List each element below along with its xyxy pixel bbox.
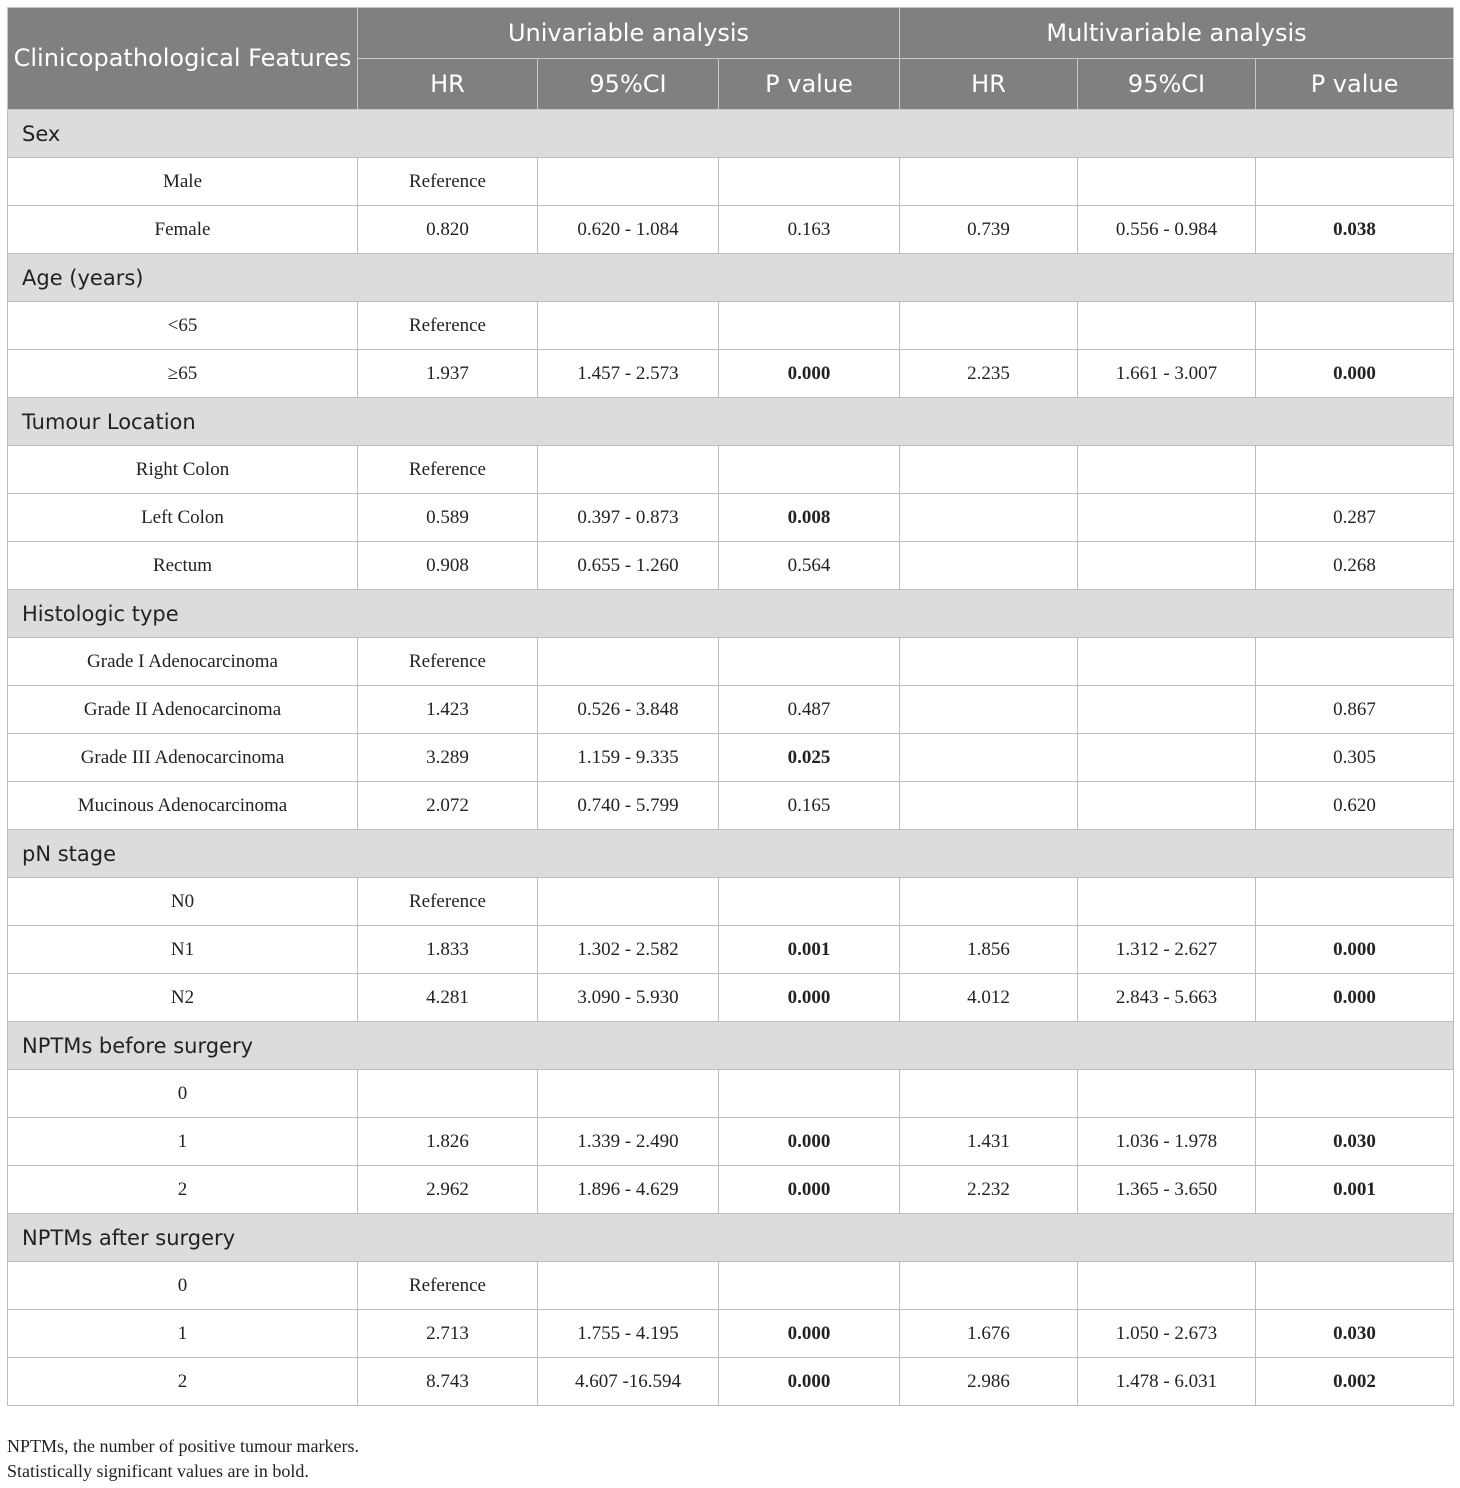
multi-p-cell: 0.305 — [1256, 734, 1454, 782]
header-multivariable: Multivariable analysis — [900, 8, 1454, 59]
table-row — [8, 206, 1454, 254]
uni-ci-cell — [538, 446, 719, 494]
multi-hr-cell: 1.856 — [900, 926, 1078, 974]
section-header-row — [8, 1022, 1454, 1070]
multi-ci-cell: 2.843 - 5.663 — [1078, 974, 1256, 1022]
row-label: Right Colon — [8, 446, 358, 494]
uni-hr-cell: Reference — [358, 1262, 538, 1310]
table-row — [8, 1070, 1454, 1118]
multi-p-cell — [1256, 1310, 1454, 1358]
uni-ci-cell — [538, 1070, 719, 1118]
section-header-row — [8, 1214, 1454, 1262]
uni-p-cell: 0.564 — [719, 542, 900, 590]
multi-ci-cell — [1078, 686, 1256, 734]
header-multi-ci: 95%CI — [1078, 59, 1256, 110]
uni-hr-cell: 0.908 — [358, 542, 538, 590]
uni-ci-cell: 1.896 - 4.629 — [538, 1166, 719, 1214]
uni-hr-cell: 1.833 — [358, 926, 538, 974]
multi-ci-cell — [1078, 494, 1256, 542]
multi-p-cell — [1256, 974, 1454, 1022]
table-row — [8, 302, 1454, 350]
row-label: N1 — [8, 926, 358, 974]
multi-p-cell: 0.287 — [1256, 494, 1454, 542]
table-row — [8, 782, 1454, 830]
uni-p-cell: 0.487 — [719, 686, 900, 734]
multi-ci-cell — [1078, 878, 1256, 926]
table-row — [8, 1118, 1454, 1166]
table-footnotes — [7, 1434, 359, 1484]
uni-p-cell: 0.163 — [719, 206, 900, 254]
uni-p-cell — [719, 1310, 900, 1358]
header-uni-p: P value — [719, 59, 900, 110]
multi-ci-cell: 1.478 - 6.031 — [1078, 1358, 1256, 1406]
section-title: pN stage — [8, 830, 1454, 878]
significant-value: 0.038 — [1333, 218, 1376, 240]
uni-hr-cell: Reference — [358, 638, 538, 686]
multi-p-cell — [1256, 878, 1454, 926]
uni-p-cell — [719, 878, 900, 926]
section-title: Age (years) — [8, 254, 1454, 302]
table-row — [8, 926, 1454, 974]
multi-ci-cell: 0.556 - 0.984 — [1078, 206, 1256, 254]
multi-p-cell — [1256, 206, 1454, 254]
multi-p-cell — [1256, 1262, 1454, 1310]
uni-ci-cell — [538, 878, 719, 926]
table-row — [8, 878, 1454, 926]
row-label: 2 — [8, 1166, 358, 1214]
table-row — [8, 734, 1454, 782]
multi-hr-cell — [900, 686, 1078, 734]
multi-hr-cell — [900, 158, 1078, 206]
multi-ci-cell: 1.036 - 1.978 — [1078, 1118, 1256, 1166]
footnote-significance: Statistically significant values are in bold. — [7, 1461, 309, 1481]
row-label: Female — [8, 206, 358, 254]
multi-hr-cell — [900, 734, 1078, 782]
row-label: ≥65 — [8, 350, 358, 398]
section-title: Sex — [8, 110, 1454, 158]
multi-hr-cell: 1.431 — [900, 1118, 1078, 1166]
section-title: Histologic type — [8, 590, 1454, 638]
section-header-row — [8, 398, 1454, 446]
significant-value: 0.001 — [787, 938, 831, 960]
row-label: 2 — [8, 1358, 358, 1406]
significant-value: 0.008 — [787, 506, 831, 528]
uni-hr-cell: 3.289 — [358, 734, 538, 782]
uni-ci-cell: 0.526 - 3.848 — [538, 686, 719, 734]
multi-hr-cell: 4.012 — [900, 974, 1078, 1022]
multi-p-cell — [1256, 350, 1454, 398]
row-label: Left Colon — [8, 494, 358, 542]
uni-hr-cell: Reference — [358, 446, 538, 494]
uni-ci-cell — [538, 638, 719, 686]
uni-hr-cell: Reference — [358, 302, 538, 350]
significant-value: 0.000 — [1333, 938, 1376, 960]
row-label: <65 — [8, 302, 358, 350]
multi-hr-cell: 2.235 — [900, 350, 1078, 398]
uni-ci-cell: 0.620 - 1.084 — [538, 206, 719, 254]
multi-p-cell — [1256, 1358, 1454, 1406]
uni-p-cell — [719, 446, 900, 494]
uni-ci-cell: 4.607 -16.594 — [538, 1358, 719, 1406]
multi-p-cell — [1256, 1118, 1454, 1166]
multi-ci-cell: 1.661 - 3.007 — [1078, 350, 1256, 398]
uni-ci-cell: 0.655 - 1.260 — [538, 542, 719, 590]
multi-ci-cell: 1.365 - 3.650 — [1078, 1166, 1256, 1214]
results-table-container — [7, 7, 1453, 1406]
header-uni-hr: HR — [358, 59, 538, 110]
significant-value: 0.000 — [787, 986, 831, 1008]
row-label: Male — [8, 158, 358, 206]
header-uni-ci: 95%CI — [538, 59, 719, 110]
significant-value: 0.000 — [1333, 986, 1376, 1008]
uni-hr-cell: 4.281 — [358, 974, 538, 1022]
header-multi-hr: HR — [900, 59, 1078, 110]
section-header-row — [8, 110, 1454, 158]
uni-p-cell — [719, 494, 900, 542]
row-label: 1 — [8, 1310, 358, 1358]
row-label: Mucinous Adenocarcinoma — [8, 782, 358, 830]
multi-hr-cell: 2.232 — [900, 1166, 1078, 1214]
uni-p-cell — [719, 974, 900, 1022]
row-label: 0 — [8, 1070, 358, 1118]
multi-ci-cell: 1.050 - 2.673 — [1078, 1310, 1256, 1358]
uni-ci-cell: 1.339 - 2.490 — [538, 1118, 719, 1166]
uni-hr-cell: 2.713 — [358, 1310, 538, 1358]
significant-value: 0.000 — [787, 1130, 831, 1152]
uni-hr-cell: Reference — [358, 158, 538, 206]
multi-hr-cell — [900, 638, 1078, 686]
multi-hr-cell: 0.739 — [900, 206, 1078, 254]
multi-ci-cell — [1078, 1070, 1256, 1118]
multi-p-cell — [1256, 638, 1454, 686]
section-header-row — [8, 590, 1454, 638]
uni-ci-cell: 1.302 - 2.582 — [538, 926, 719, 974]
multi-hr-cell — [900, 542, 1078, 590]
row-label: Rectum — [8, 542, 358, 590]
significant-value: 0.000 — [787, 1178, 831, 1200]
significant-value: 0.030 — [1333, 1130, 1376, 1152]
table-body — [8, 110, 1454, 1406]
uni-p-cell — [719, 638, 900, 686]
table-header — [8, 8, 1454, 110]
uni-hr-cell: 2.072 — [358, 782, 538, 830]
uni-hr-cell: 1.423 — [358, 686, 538, 734]
significant-value: 0.001 — [1333, 1178, 1376, 1200]
multi-hr-cell — [900, 782, 1078, 830]
uni-ci-cell — [538, 302, 719, 350]
header-multi-p: P value — [1256, 59, 1454, 110]
uni-p-cell — [719, 926, 900, 974]
section-title: NPTMs after surgery — [8, 1214, 1454, 1262]
multi-ci-cell — [1078, 158, 1256, 206]
multi-ci-cell — [1078, 1262, 1256, 1310]
multi-hr-cell: 1.676 — [900, 1310, 1078, 1358]
significant-value: 0.025 — [787, 746, 831, 768]
significant-value: 0.000 — [787, 1370, 831, 1392]
row-label: 1 — [8, 1118, 358, 1166]
cox-regression-table — [7, 7, 1454, 1406]
table-row — [8, 158, 1454, 206]
multi-p-cell — [1256, 446, 1454, 494]
table-row — [8, 542, 1454, 590]
uni-hr-cell: 1.937 — [358, 350, 538, 398]
uni-p-cell — [719, 302, 900, 350]
significant-value: 0.000 — [1333, 362, 1376, 384]
row-label: N0 — [8, 878, 358, 926]
table-row — [8, 350, 1454, 398]
row-label: Grade I Adenocarcinoma — [8, 638, 358, 686]
uni-p-cell — [719, 1118, 900, 1166]
multi-hr-cell — [900, 446, 1078, 494]
multi-ci-cell — [1078, 446, 1256, 494]
table-row — [8, 1262, 1454, 1310]
uni-p-cell — [719, 1070, 900, 1118]
row-label: 0 — [8, 1262, 358, 1310]
row-label: N2 — [8, 974, 358, 1022]
multi-p-cell: 0.620 — [1256, 782, 1454, 830]
uni-hr-cell: 2.962 — [358, 1166, 538, 1214]
significant-value: 0.030 — [1333, 1322, 1376, 1344]
multi-p-cell — [1256, 1166, 1454, 1214]
header-features: Clinicopathological Features — [8, 8, 358, 110]
uni-ci-cell: 1.159 - 9.335 — [538, 734, 719, 782]
section-header-row — [8, 830, 1454, 878]
uni-hr-cell — [358, 1070, 538, 1118]
multi-p-cell — [1256, 302, 1454, 350]
multi-ci-cell — [1078, 302, 1256, 350]
section-header-row — [8, 254, 1454, 302]
table-row — [8, 686, 1454, 734]
uni-p-cell: 0.165 — [719, 782, 900, 830]
uni-ci-cell — [538, 1262, 719, 1310]
table-row — [8, 1310, 1454, 1358]
uni-p-cell — [719, 1358, 900, 1406]
uni-hr-cell: 0.820 — [358, 206, 538, 254]
uni-hr-cell: 8.743 — [358, 1358, 538, 1406]
multi-p-cell — [1256, 158, 1454, 206]
uni-hr-cell: 0.589 — [358, 494, 538, 542]
table-row — [8, 1358, 1454, 1406]
significant-value: 0.000 — [787, 1322, 831, 1344]
header-univariable: Univariable analysis — [358, 8, 900, 59]
multi-hr-cell — [900, 1262, 1078, 1310]
uni-p-cell — [719, 1262, 900, 1310]
multi-hr-cell: 2.986 — [900, 1358, 1078, 1406]
multi-p-cell: 0.268 — [1256, 542, 1454, 590]
footnote-abbreviation: NPTMs, the number of positive tumour markers. — [7, 1436, 359, 1456]
multi-hr-cell — [900, 878, 1078, 926]
section-title: NPTMs before surgery — [8, 1022, 1454, 1070]
section-title: Tumour Location — [8, 398, 1454, 446]
multi-ci-cell: 1.312 - 2.627 — [1078, 926, 1256, 974]
row-label: Grade II Adenocarcinoma — [8, 686, 358, 734]
multi-hr-cell — [900, 302, 1078, 350]
multi-p-cell — [1256, 926, 1454, 974]
multi-hr-cell — [900, 494, 1078, 542]
multi-ci-cell — [1078, 542, 1256, 590]
row-label: Grade III Adenocarcinoma — [8, 734, 358, 782]
uni-ci-cell: 1.755 - 4.195 — [538, 1310, 719, 1358]
table-row — [8, 494, 1454, 542]
multi-ci-cell — [1078, 734, 1256, 782]
table-row — [8, 1166, 1454, 1214]
significant-value: 0.002 — [1333, 1370, 1376, 1392]
multi-p-cell: 0.867 — [1256, 686, 1454, 734]
uni-ci-cell: 1.457 - 2.573 — [538, 350, 719, 398]
uni-p-cell — [719, 734, 900, 782]
table-row — [8, 446, 1454, 494]
uni-ci-cell: 0.740 - 5.799 — [538, 782, 719, 830]
table-row — [8, 638, 1454, 686]
uni-ci-cell — [538, 158, 719, 206]
uni-ci-cell: 0.397 - 0.873 — [538, 494, 719, 542]
uni-p-cell — [719, 350, 900, 398]
uni-hr-cell: Reference — [358, 878, 538, 926]
uni-p-cell — [719, 1166, 900, 1214]
multi-hr-cell — [900, 1070, 1078, 1118]
multi-p-cell — [1256, 1070, 1454, 1118]
uni-p-cell — [719, 158, 900, 206]
table-row — [8, 974, 1454, 1022]
multi-ci-cell — [1078, 638, 1256, 686]
uni-ci-cell: 3.090 - 5.930 — [538, 974, 719, 1022]
multi-ci-cell — [1078, 782, 1256, 830]
significant-value: 0.000 — [787, 362, 831, 384]
uni-hr-cell: 1.826 — [358, 1118, 538, 1166]
